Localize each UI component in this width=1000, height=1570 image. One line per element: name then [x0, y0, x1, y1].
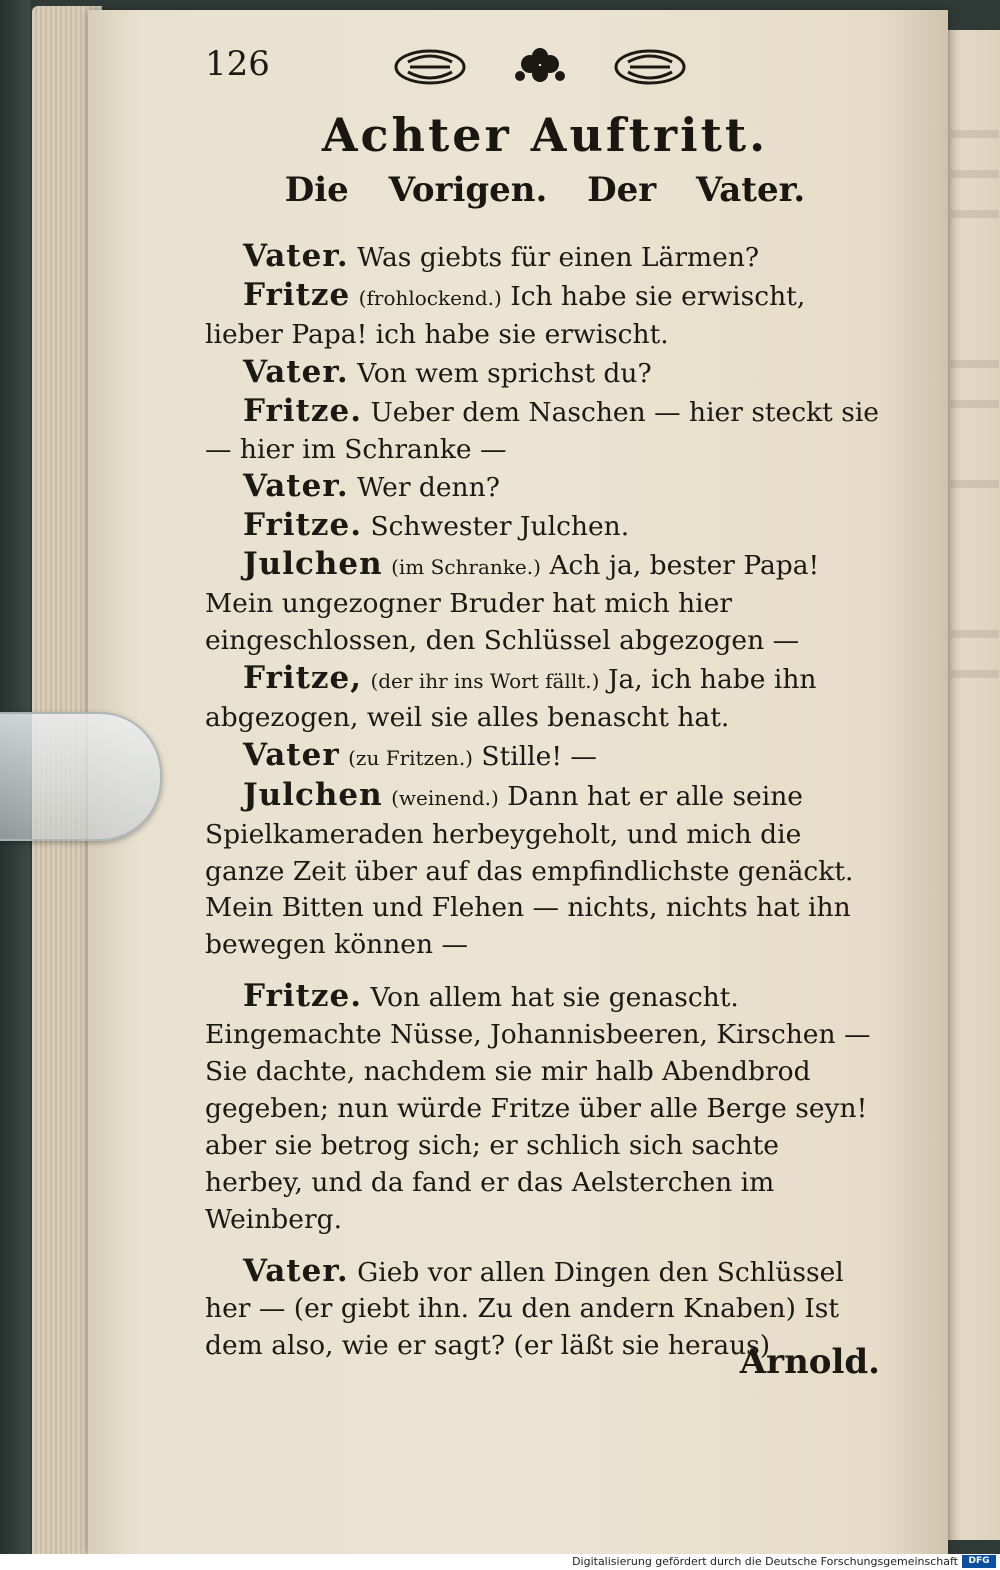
stage-direction: (im Schranke.): [391, 555, 541, 580]
page-number: 126: [205, 44, 270, 84]
line-text: Stille! —: [481, 740, 597, 772]
speaker: Fritze: [243, 276, 351, 313]
stage-direction: (frohlockend.): [358, 285, 502, 310]
dfg-logo-icon: DFG: [962, 1555, 996, 1568]
dialogue-line: [205, 238, 885, 277]
dialogue-line: [205, 978, 885, 1238]
dialogue-line: [205, 777, 885, 965]
speaker: Vater.: [243, 468, 349, 505]
dialogue-line: [205, 468, 885, 507]
speaker: Julchen: [243, 776, 383, 813]
facing-page-edge: [945, 30, 1000, 1540]
dialogue-line: [205, 277, 885, 354]
speaker: Fritze.: [243, 392, 363, 429]
funding-notice: Digitalisierung gefördert durch die Deutsche Forschungsgemeinschaft: [572, 1555, 958, 1568]
line-text: Dann hat er alle seine Spielkameraden herbeygeholt, und mich die ganze Zeit über auf das empfindlichste genäckt. Mein Bitten und Flehen — nichts, nichts hat ihn bewegen können —: [205, 780, 854, 961]
line-text: Von allem hat sie genascht. Eingemachte Nüsse, Johannisbeeren, Kirschen — Sie dachte, nachdem sie mir halb Abendbrod gegeben; nun würde Fritze über alle Berge seyn! aber sie betrog sich; er schlich sich sachte herbey, und da fand er das Aelsterchen im Weinberg.: [205, 982, 871, 1235]
page-header: [205, 40, 885, 100]
speaker: Fritze,: [243, 659, 363, 696]
speaker: Julchen: [243, 546, 383, 583]
speaker: Vater: [243, 736, 340, 773]
line-text: Gieb vor allen Dingen den Schlüssel her — (er giebt ihn. Zu den andern Knaben) Ist dem also, wie er sagt? (er läßt sie heraus): [205, 1256, 844, 1362]
speaker: Fritze.: [243, 507, 363, 544]
footer-bar: [0, 1554, 1000, 1570]
dialogue-line: [205, 737, 885, 777]
speaker: Vater.: [243, 1252, 349, 1289]
line-text: Schwester Julchen.: [370, 511, 630, 543]
play-text: [205, 238, 885, 1365]
stage-direction: (der ihr ins Wort fällt.): [370, 668, 600, 693]
page-clip: [0, 712, 162, 841]
scene-subtitle: Die Vorigen. Der Vater.: [284, 170, 806, 210]
line-text: Von wem sprichst du?: [357, 357, 652, 389]
speaker: Fritze.: [243, 978, 363, 1015]
dialogue-line: [205, 507, 885, 546]
header-ornament-icon: [390, 42, 690, 92]
dialogue-line: [205, 546, 885, 660]
catchword: Arnold.: [739, 1342, 880, 1382]
dialogue-line: [205, 393, 885, 469]
speaker: Vater.: [243, 353, 349, 390]
line-text: Ueber dem Naschen — hier steckt sie — hier im Schranke —: [205, 396, 879, 465]
line-text: Ach ja, bester Papa! Mein ungezogner Bruder hat mich hier eingeschlossen, den Schlüssel abgezogen —: [205, 550, 820, 657]
line-text: Was giebts für einen Lärmen?: [357, 242, 760, 273]
stage-direction: (zu Fritzen.): [348, 745, 473, 770]
scene-title: Achter Auftritt.: [321, 108, 769, 162]
line-text: Wer denn?: [357, 472, 500, 504]
line-text: Ich habe sie erwischt, lieber Papa! ich habe sie erwischt.: [205, 280, 806, 350]
dialogue-line: [205, 354, 885, 393]
dialogue-line: [205, 660, 885, 737]
speaker: Vater.: [243, 238, 349, 274]
line-text: Ja, ich habe ihn abgezogen, weil sie alles benascht hat.: [205, 663, 817, 733]
stage-direction: (weinend.): [391, 785, 499, 810]
